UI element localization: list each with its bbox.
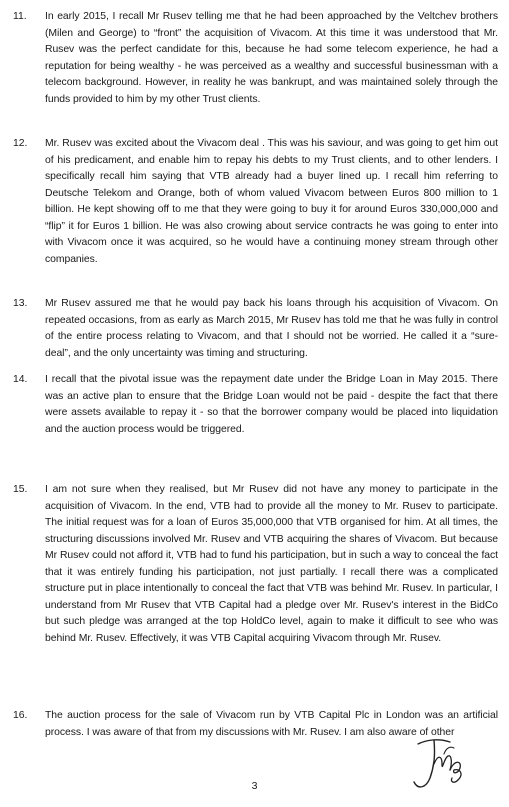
signature-icon bbox=[404, 734, 470, 800]
paragraph-number: 12. bbox=[13, 138, 28, 149]
paragraph-text: Mr. Rusev was excited about the Vivacom deal . This was his saviour, and was going to get him out of his predicament, and enable him to repay his debts to my Trust clients, and to other lenders. I specifically recall him saying that VTB already had a buyer lined up. I recall him referring to Deutsche Telekom and Orange, both of whom valued Vivacom between Euros 800 million to 1 billion. He kept showing off to me that they were going to buy it for around Euros 330,000,000 and “flip” it for Euros 1 billion. He was also crowing about service contracts he was going to enter into with Vivacom once it was acquired, so he would have a continuing money stream through other companies. bbox=[45, 138, 498, 265]
paragraph-text: The auction process for the sale of Vivacom run by VTB Capital Plc in London was an artificial process. I was aware of that from my discussions with Mr. Rusev. I am also aware of other bbox=[45, 710, 498, 738]
paragraph-text: In early 2015, I recall Mr Rusev telling me that he had been approached by the Veltchev brothers (Milen and George) to “front” the acquisition of Vivacom. At this time it was understood that Mr. Rusev was the perfect candidate for this, because he had some telecom experience, he had a reputation for being wealthy - he was perceived as a wealthy and successful businessman with a telecom background. However, in reality he was bankrupt, and was maintained solely through the funds provided to him by my other Trust clients. bbox=[45, 11, 498, 105]
paragraph-text: I am not sure when they realised, but Mr Rusev did not have any money to participate in the acquisition of Vivacom. In the end, VTB had to provide all the money to Mr. Rusev to participate. The initial request was for a loan of Euros 35,000,000 that VTB organised for him. At all times, the structuring discussions involved Mr. Rusev and VTB acquiring the shares of Vivacom. But because Mr Rusev could not afford it, VTB had to fund his participation, but in such a way to conceal the fact that it was entirely funding his participation, not just partially. I recall there was a complicated structure put in place intentionally to conceal the fact that VTB was behind Mr. Rusev. In particular, I understand from Mr Rusev that VTB Capital had a pledge over Mr. Rusev's interest in the BidCo but such pledge was arranged at the top HoldCo level, again to make it difficult to see who was behind Mr. Rusev. Effectively, it was VTB Capital acquiring Vivacom through Mr. Rusev. bbox=[45, 484, 498, 644]
paragraph-number: 14. bbox=[13, 374, 28, 385]
paragraph-text: I recall that the pivotal issue was the repayment date under the Bridge Loan in May 2015. There was an active plan to ensure that the Bridge Loan would not be paid - despite the fact that there were assets available to repay it - so that the borrower company would be placed into liquidation and the auction process would be triggered. bbox=[45, 374, 498, 435]
paragraph-number: 13. bbox=[13, 298, 28, 309]
paragraph-number: 16. bbox=[13, 710, 28, 721]
page-number: 3 bbox=[251, 780, 258, 792]
paragraph-number: 15. bbox=[13, 484, 28, 495]
paragraph-number: 11. bbox=[13, 11, 27, 22]
paragraph-text: Mr Rusev assured me that he would pay back his loans through his acquisition of Vivacom. On repeated occasions, from as early as March 2015, Mr Rusev has told me that he was fully in control of the entire process relating to Vivacom, and that I should not be worried. He called it a “sure-deal”, and the only uncertainty was timing and structuring. bbox=[45, 298, 498, 359]
